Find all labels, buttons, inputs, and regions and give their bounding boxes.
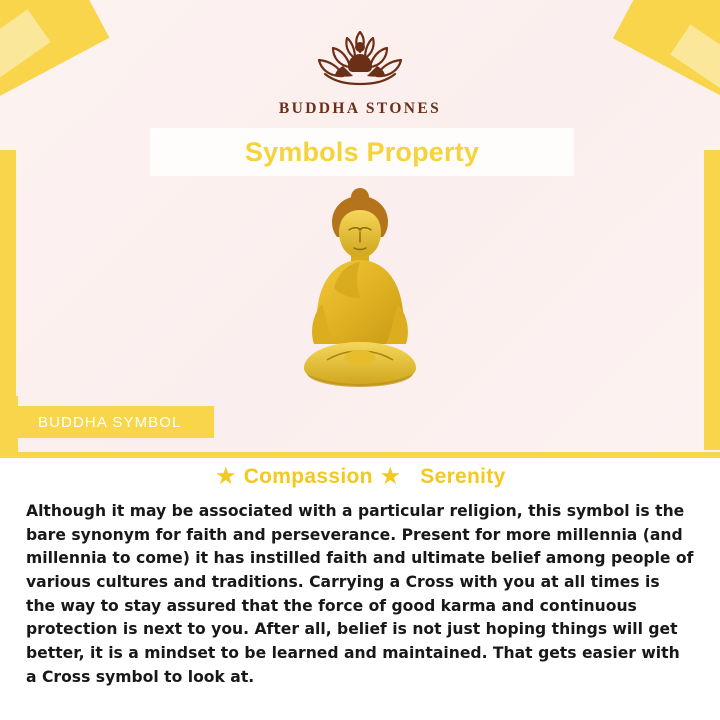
title-plate	[150, 128, 574, 176]
decorative-left-tab	[0, 396, 18, 452]
page-title: Symbols Property	[244, 136, 480, 167]
headline-first-word: Compassion	[243, 465, 373, 488]
body-paragraph: Although it may be associated with a particular religion, this symbol is the bare synonym for faith and perseverance. Present for more millennia (and millennia to come) it has instilled faith and ultimate belief among people of various cultures and traditions. Carrying a Cross with you at all times is the way to stay assured that the force of good karma and continuous protection is next to you. After all, belief is not just hoping things will get better, it is a mindset to be learned and maintained. That gets easier with a Cross symbol to look at.	[26, 502, 694, 686]
headline-second-word: Serenity	[420, 465, 506, 488]
star-icon-2: ★	[380, 465, 401, 488]
brand-logo	[0, 22, 720, 118]
seated-buddha-statue-illustration	[255, 182, 465, 402]
brand-name: BUDDHA STONES	[278, 100, 442, 117]
symbol-tag	[18, 406, 214, 438]
symbol-tag-label: BUDDHA SYMBOL	[38, 413, 182, 431]
illustration-wrapper	[0, 182, 720, 402]
star-icon: ★	[216, 465, 236, 488]
section-headline	[0, 464, 720, 489]
lotus-meditation-figure-icon	[285, 22, 435, 94]
